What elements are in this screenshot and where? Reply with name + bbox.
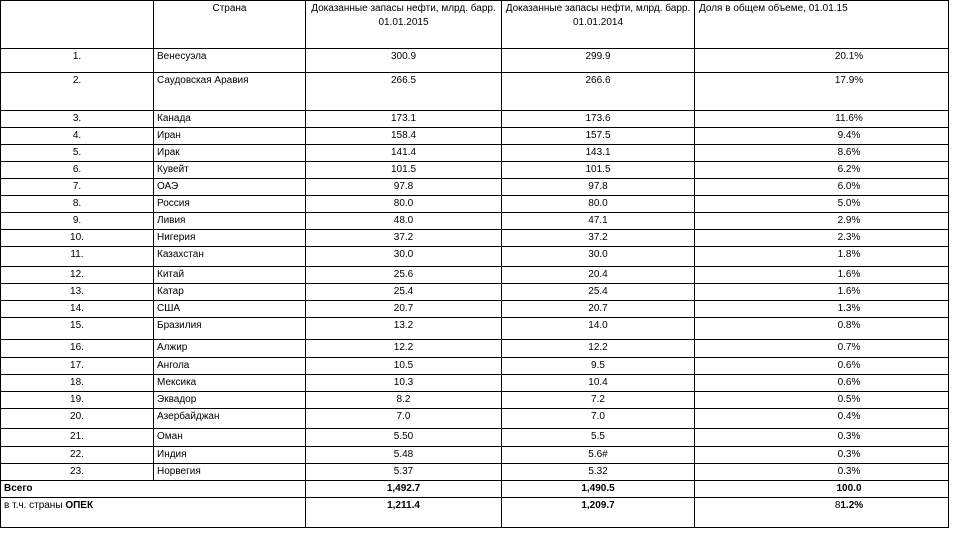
header-country: Страна [154, 1, 306, 49]
row-reserves-2015: 10.5 [306, 358, 502, 375]
row-reserves-2015: 266.5 [306, 73, 502, 111]
row-reserves-2014: 20.4 [502, 267, 695, 284]
row-share: 1.3% [695, 301, 949, 318]
row-number: 21. [1, 429, 154, 447]
row-reserves-2015: 141.4 [306, 145, 502, 162]
header-reserves-2014: Доказанные запасы нефти, млрд. барр. 01.01.2014 [502, 1, 695, 49]
row-country: США [154, 301, 306, 318]
row-reserves-2015: 48.0 [306, 213, 502, 230]
row-reserves-2014: 25.4 [502, 284, 695, 301]
row-share: 0.8% [695, 318, 949, 340]
row-reserves-2014: 20.7 [502, 301, 695, 318]
row-country: Ирак [154, 145, 306, 162]
row-share: 1.8% [695, 247, 949, 267]
row-country: Кувейт [154, 162, 306, 179]
row-share: 2.3% [695, 230, 949, 247]
row-country: Китай [154, 267, 306, 284]
table-row [1, 49, 949, 73]
row-reserves-2014: 9.5 [502, 358, 695, 375]
row-reserves-2014: 14.0 [502, 318, 695, 340]
header-share: Доля в общем объеме, 01.01.15 [695, 1, 949, 49]
table-row [1, 162, 949, 179]
row-share: 0.3% [695, 464, 949, 481]
opec-reserves-2014: 1,209.7 [502, 498, 695, 528]
row-reserves-2014: 30.0 [502, 247, 695, 267]
row-country: Ангола [154, 358, 306, 375]
row-number: 13. [1, 284, 154, 301]
row-share: 0.6% [695, 358, 949, 375]
row-number: 3. [1, 111, 154, 128]
table-row [1, 375, 949, 392]
row-share: 1.6% [695, 267, 949, 284]
row-reserves-2015: 10.3 [306, 375, 502, 392]
row-reserves-2015: 97.8 [306, 179, 502, 196]
row-reserves-2015: 13.2 [306, 318, 502, 340]
table-row [1, 230, 949, 247]
total-label: Всего [1, 481, 306, 498]
row-share: 0.3% [695, 429, 949, 447]
row-reserves-2014: 12.2 [502, 340, 695, 358]
opec-share [695, 498, 949, 528]
row-share: 0.7% [695, 340, 949, 358]
row-reserves-2014: 10.4 [502, 375, 695, 392]
table-row [1, 429, 949, 447]
table-row [1, 111, 949, 128]
row-reserves-2015: 7.0 [306, 409, 502, 429]
row-number: 15. [1, 318, 154, 340]
row-reserves-2015: 300.9 [306, 49, 502, 73]
row-reserves-2014: 173.6 [502, 111, 695, 128]
row-country: Казахстан [154, 247, 306, 267]
row-number: 9. [1, 213, 154, 230]
total-row [1, 481, 949, 498]
row-country: Россия [154, 196, 306, 213]
row-number: 10. [1, 230, 154, 247]
row-share: 2.9% [695, 213, 949, 230]
header-number [1, 1, 154, 49]
row-reserves-2014: 5.6# [502, 447, 695, 464]
table-row [1, 464, 949, 481]
row-share: 6.0% [695, 179, 949, 196]
table-row [1, 247, 949, 267]
row-share: 0.6% [695, 375, 949, 392]
row-reserves-2014: 143.1 [502, 145, 695, 162]
table-row [1, 447, 949, 464]
row-country: Иран [154, 128, 306, 145]
row-number: 18. [1, 375, 154, 392]
row-country: Азербайджан [154, 409, 306, 429]
row-reserves-2014: 97.8 [502, 179, 695, 196]
row-share: 6.2% [695, 162, 949, 179]
table-row [1, 73, 949, 111]
row-country: Венесуэла [154, 49, 306, 73]
row-number: 17. [1, 358, 154, 375]
table-row [1, 267, 949, 284]
row-reserves-2015: 158.4 [306, 128, 502, 145]
opec-label-prefix: в т.ч. страны [4, 500, 66, 511]
row-reserves-2014: 80.0 [502, 196, 695, 213]
row-number: 16. [1, 340, 154, 358]
row-number: 2. [1, 73, 154, 111]
row-reserves-2014: 157.5 [502, 128, 695, 145]
row-reserves-2015: 173.1 [306, 111, 502, 128]
row-reserves-2015: 5.37 [306, 464, 502, 481]
opec-row [1, 498, 949, 528]
row-reserves-2014: 299.9 [502, 49, 695, 73]
row-reserves-2015: 25.6 [306, 267, 502, 284]
row-reserves-2014: 7.2 [502, 392, 695, 409]
row-reserves-2015: 25.4 [306, 284, 502, 301]
row-number: 12. [1, 267, 154, 284]
table-row [1, 318, 949, 340]
row-country: Саудовская Аравия [154, 73, 306, 111]
table-row [1, 284, 949, 301]
row-reserves-2015: 101.5 [306, 162, 502, 179]
row-share: 20.1% [695, 49, 949, 73]
table-row [1, 213, 949, 230]
row-number: 6. [1, 162, 154, 179]
row-reserves-2015: 5.48 [306, 447, 502, 464]
row-reserves-2015: 5.50 [306, 429, 502, 447]
row-reserves-2014: 266.6 [502, 73, 695, 111]
row-share: 17.9% [695, 73, 949, 111]
row-reserves-2015: 30.0 [306, 247, 502, 267]
row-reserves-2015: 12.2 [306, 340, 502, 358]
row-share: 1.6% [695, 284, 949, 301]
table-row [1, 409, 949, 429]
table-row [1, 301, 949, 318]
table-row [1, 196, 949, 213]
row-share: 9.4% [695, 128, 949, 145]
row-reserves-2015: 80.0 [306, 196, 502, 213]
row-number: 22. [1, 447, 154, 464]
table-row [1, 179, 949, 196]
row-country: Мексика [154, 375, 306, 392]
header-row [1, 1, 949, 49]
row-number: 1. [1, 49, 154, 73]
row-country: Эквадор [154, 392, 306, 409]
row-reserves-2014: 7.0 [502, 409, 695, 429]
row-reserves-2014: 47.1 [502, 213, 695, 230]
table-row [1, 128, 949, 145]
row-reserves-2015: 20.7 [306, 301, 502, 318]
row-share: 0.5% [695, 392, 949, 409]
row-reserves-2015: 8.2 [306, 392, 502, 409]
row-country: Оман [154, 429, 306, 447]
opec-label [1, 498, 306, 528]
row-share: 11.6% [695, 111, 949, 128]
row-number: 20. [1, 409, 154, 429]
row-share: 5.0% [695, 196, 949, 213]
header-reserves-2015: Доказанные запасы нефти, млрд. барр. 01.01.2015 [306, 1, 502, 49]
row-reserves-2014: 5.32 [502, 464, 695, 481]
row-number: 7. [1, 179, 154, 196]
table-row [1, 145, 949, 162]
row-number: 23. [1, 464, 154, 481]
row-country: Норвегия [154, 464, 306, 481]
opec-reserves-2015: 1,211.4 [306, 498, 502, 528]
table-row [1, 392, 949, 409]
row-number: 19. [1, 392, 154, 409]
row-share: 0.4% [695, 409, 949, 429]
table-row [1, 358, 949, 375]
opec-share-rest: 1.2% [840, 500, 864, 511]
opec-label-bold: ОПЕК [65, 500, 94, 511]
row-reserves-2014: 101.5 [502, 162, 695, 179]
row-reserves-2014: 5.5 [502, 429, 695, 447]
row-country: Индия [154, 447, 306, 464]
row-country: Бразилия [154, 318, 306, 340]
row-country: Катар [154, 284, 306, 301]
row-number: 11. [1, 247, 154, 267]
total-share: 100.0 [695, 481, 949, 498]
table-row [1, 340, 949, 358]
row-number: 4. [1, 128, 154, 145]
row-number: 14. [1, 301, 154, 318]
row-share: 8.6% [695, 145, 949, 162]
row-reserves-2014: 37.2 [502, 230, 695, 247]
row-country: Алжир [154, 340, 306, 358]
row-number: 5. [1, 145, 154, 162]
row-share: 0.3% [695, 447, 949, 464]
opec-share-prefix: 8 [834, 500, 841, 511]
row-country: ОАЭ [154, 179, 306, 196]
row-country: Ливия [154, 213, 306, 230]
row-reserves-2015: 37.2 [306, 230, 502, 247]
row-country: Канада [154, 111, 306, 128]
total-reserves-2014: 1,490.5 [502, 481, 695, 498]
row-country: Нигерия [154, 230, 306, 247]
row-number: 8. [1, 196, 154, 213]
total-reserves-2015: 1,492.7 [306, 481, 502, 498]
